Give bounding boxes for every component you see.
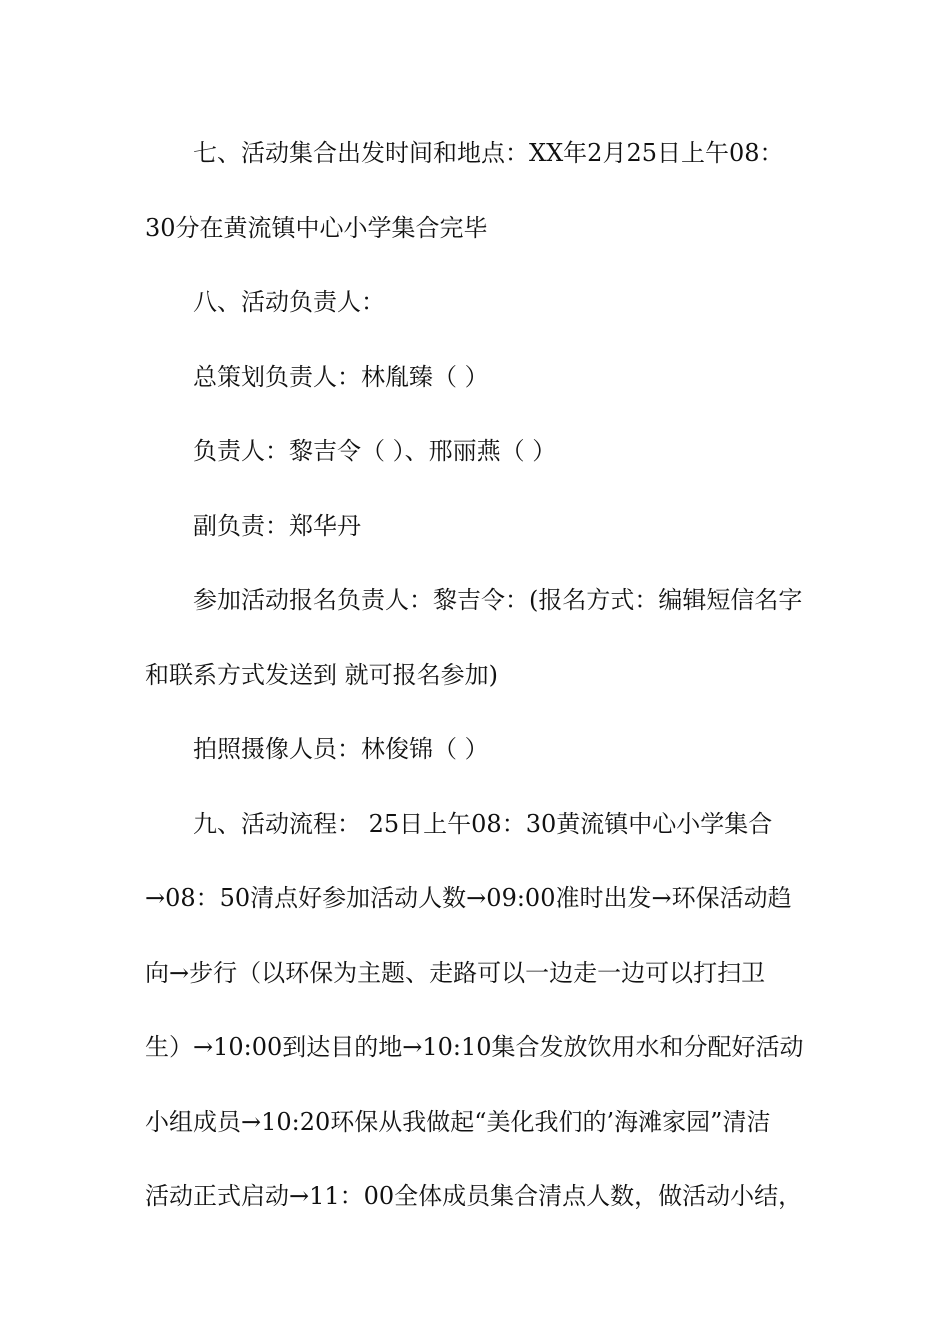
paragraph-line: 和联系方式发送到 就可报名参加) (145, 660, 498, 689)
registration-line: 参加活动报名负责人：黎吉令：(报名方式：编辑短信名字 (193, 586, 803, 614)
paragraph-line: 向→步行（以环保为主题、走路可以一边走一边可以打扫卫 (145, 958, 766, 987)
paragraph-line: →08：50清点好参加活动人数→09:00准时出发→环保活动趋 (145, 884, 792, 912)
document-body (145, 128, 807, 1246)
section-heading-assembly: 七、活动集合出发时间和地点：XX年2月25日上午08： (193, 139, 784, 167)
paragraph-line: 生）→10:00到达目的地→10:10集合发放饮用水和分配好活动 (145, 1033, 804, 1061)
paragraph-line: 小组成员→10:20环保从我做起“美化我们的’海滩家园”清洁 (145, 1107, 771, 1136)
paragraph-line: 30分在黄流镇中心小学集合完毕 (145, 213, 488, 242)
section-heading-organizers: 八、活动负责人： (193, 288, 385, 316)
section-heading-schedule: 九、活动流程： 25日上午08：30黄流镇中心小学集合 (193, 809, 773, 838)
photographer-line: 拍照摄像人员：林俊锦（ ） (193, 735, 489, 763)
chief-planner-line: 总策划负责人：林胤臻（ ） (193, 362, 489, 391)
paragraph-line: 活动正式启动→11：00全体成员集合清点人数，做活动小结， (145, 1182, 803, 1210)
deputy-line: 副负责：郑华丹 (193, 511, 361, 540)
responsible-persons-line: 负责人：黎吉令（ ）、邢丽燕（ ） (193, 437, 557, 465)
